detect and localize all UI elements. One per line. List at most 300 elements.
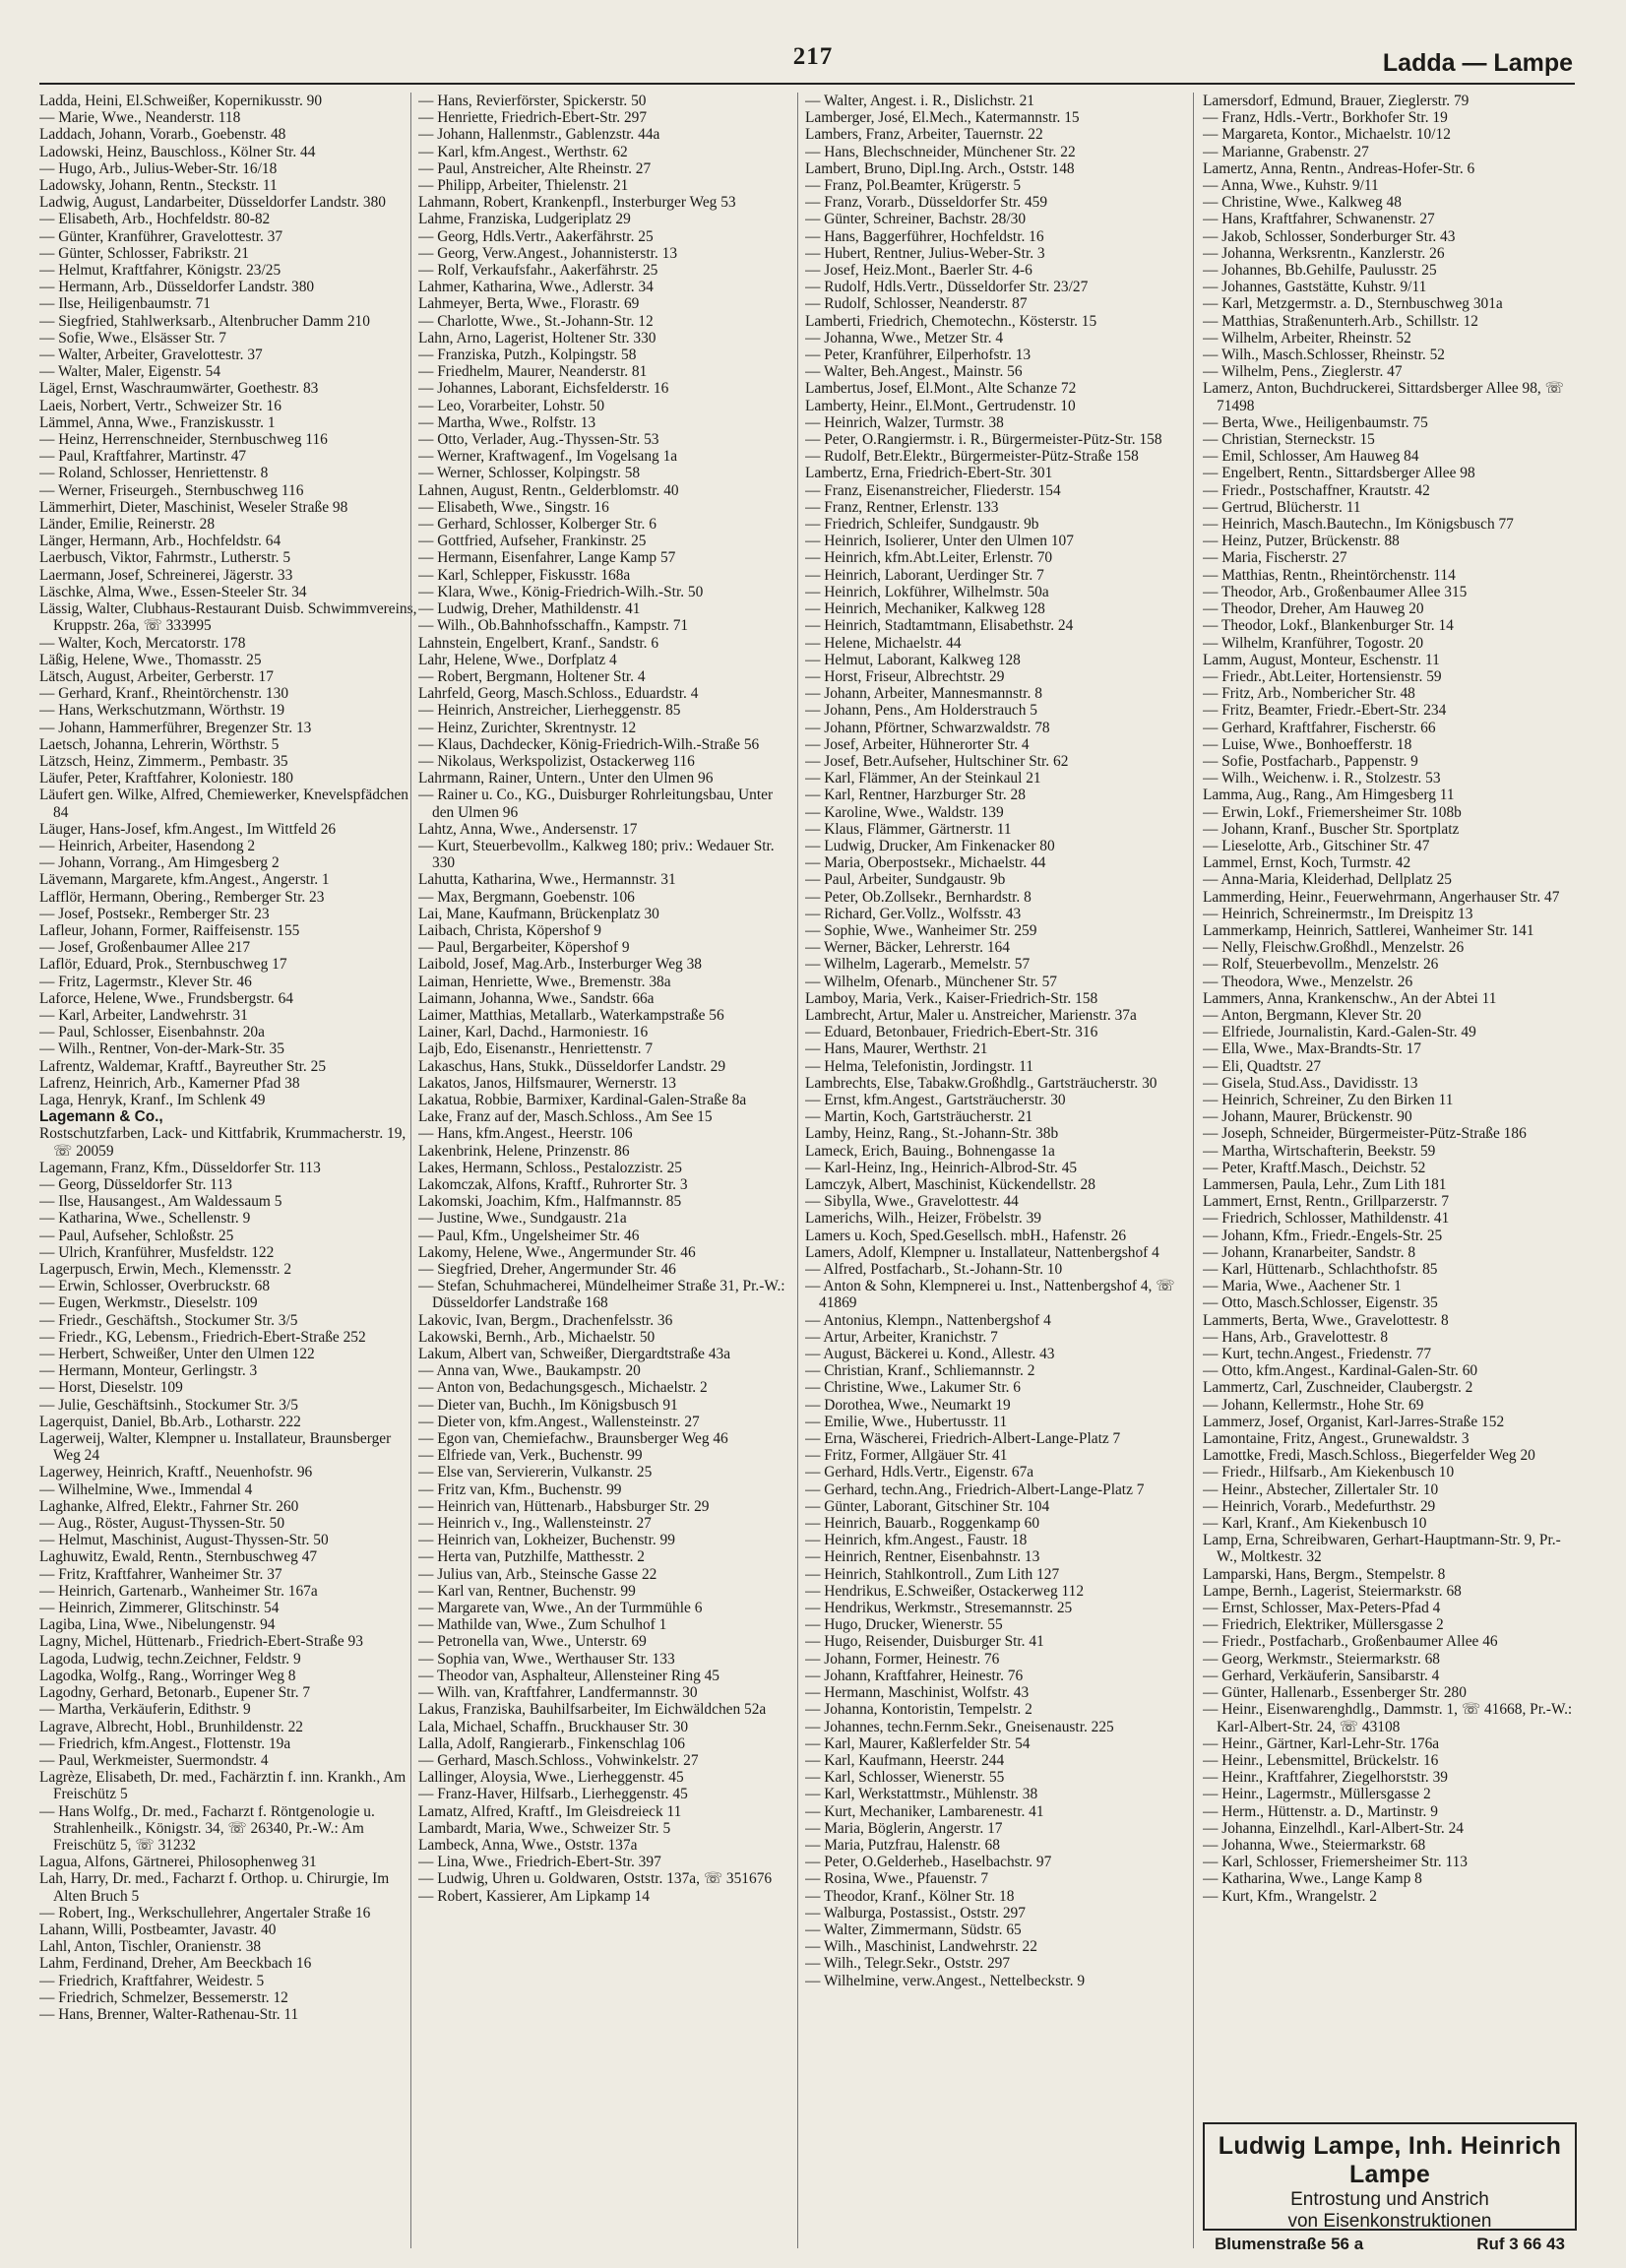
directory-entry: Rostschutzfarben, Lack- und Kittfabrik, Krummacherstr. 19, ☏ 20059	[39, 1125, 406, 1160]
directory-entry: — Margarete van, Wwe., An der Turmmühle 6	[418, 1600, 703, 1617]
directory-entry: — Johann, Former, Heinestr. 76	[805, 1650, 1000, 1668]
directory-entry: — Walter, Maler, Eigenstr. 54	[39, 363, 221, 381]
directory-entry: — Paul, Kfm., Ungelsheimer Str. 46	[418, 1227, 640, 1244]
directory-entry: Ladwig, August, Landarbeiter, Düsseldorfer Landstr. 380	[39, 194, 386, 212]
directory-entry: — Fritz, Arb., Nombericher Str. 48	[1203, 685, 1415, 703]
directory-entry: — Friedrich, Schmelzer, Bessemerstr. 12	[39, 1988, 288, 2006]
directory-entry: — Lina, Wwe., Friedrich-Ebert-Str. 397	[418, 1854, 661, 1871]
directory-entry: Lamparski, Hans, Bergm., Stempelstr. 8	[1203, 1565, 1446, 1583]
directory-entry: — Eduard, Betonbauer, Friedrich-Ebert-Str. 316	[805, 1024, 1098, 1041]
directory-entry: — Heinrich, Zimmerer, Glitschinstr. 54	[39, 1600, 280, 1617]
directory-entry: Ladowski, Heinz, Bauschloss., Kölner Str. 44	[39, 143, 316, 160]
directory-entry: — Gerhard, techn.Ang., Friedrich-Albert-Lange-Platz 7	[805, 1480, 1145, 1498]
directory-entry: — Heinr., Lebensmittel, Brückelstr. 16	[1203, 1751, 1439, 1769]
directory-entry: — Erwin, Schlosser, Overbruckstr. 68	[39, 1278, 271, 1295]
directory-entry: — Paul, Arbeiter, Sundgaustr. 9b	[805, 871, 1006, 889]
directory-entry: Lahr, Helene, Wwe., Dorfplatz 4	[418, 651, 617, 668]
directory-entry: Lahmeyer, Berta, Wwe., Florastr. 69	[418, 295, 640, 313]
directory-entry: Lamberti, Friedrich, Chemotechn., Kösterstr. 15	[805, 312, 1097, 330]
directory-entry: — Heinrich, Stahlkontroll., Zum Lith 127	[805, 1565, 1060, 1583]
directory-entry: — Franz, Eisenanstreicher, Fliederstr. 154	[805, 481, 1061, 499]
directory-entry: Laga, Henryk, Kranf., Im Schlenk 49	[39, 1091, 266, 1108]
directory-entry: Lafflör, Hermann, Obering., Remberger Str. 23	[39, 888, 325, 906]
directory-entry: Lagodny, Gerhard, Betonarb., Eupener Str. 7	[39, 1684, 311, 1702]
directory-entry: Lammerz, Josef, Organist, Karl-Jarres-Straße 152	[1203, 1413, 1505, 1430]
directory-entry: — Dieter van, Buchh., Im Königsbusch 91	[418, 1396, 678, 1414]
directory-entry: — Theodora, Wwe., Menzelstr. 26	[1203, 973, 1413, 990]
directory-entry: — Ludwig, Drucker, Am Finkenacker 80	[805, 837, 1055, 854]
directory-entry: — Stefan, Schuhmacherei, Mündelheimer Straße 31, Pr.-W.: Düsseldorfer Landstraße 168	[418, 1278, 785, 1312]
directory-entry: — Wilh., Maschinist, Landwehrstr. 22	[805, 1938, 1037, 1956]
directory-entry: — Elisabeth, Wwe., Singstr. 16	[418, 498, 609, 516]
directory-entry: — Karl, Schlepper, Fiskusstr. 168a	[418, 566, 631, 584]
directory-entry: — Friedrich, Elektriker, Müllersgasse 2	[1203, 1616, 1444, 1634]
directory-entry: Lalla, Adolf, Rangierarb., Finkenschlag 106	[418, 1734, 685, 1752]
directory-entry: Ladda, Heini, El.Schweißer, Kopernikusstr. 90	[39, 93, 323, 109]
directory-entry: Laimer, Matthias, Metallarb., Waterkampstraße 56	[418, 1006, 724, 1024]
directory-entry: Läufert gen. Wilke, Alfred, Chemiewerker, Knevelspfädchen 84	[39, 787, 408, 821]
directory-entry: Lahn, Arno, Lagerist, Holtener Str. 330	[418, 329, 657, 346]
directory-entry: — Emil, Schlosser, Am Hauweg 84	[1203, 448, 1419, 466]
directory-entry: Lampe, Bernh., Lagerist, Steiermarkstr. 68	[1203, 1582, 1462, 1600]
directory-entry: Laermann, Josef, Schreinerei, Jägerstr. 33	[39, 566, 293, 584]
directory-entry: — Theodor van, Asphalteur, Allensteiner Ring 45	[418, 1667, 720, 1684]
directory-entry: — Theodor, Dreher, Am Hauweg 20	[1203, 600, 1424, 618]
directory-entry: Lamersdorf, Edmund, Brauer, Zieglerstr. 79	[1203, 93, 1470, 109]
directory-entry: — Anna-Maria, Kleiderhad, Dellplatz 25	[1203, 871, 1453, 889]
directory-entry: Lambertz, Erna, Friedrich-Ebert-Str. 301	[805, 465, 1053, 482]
directory-entry: — Walburga, Postassist., Oststr. 297	[805, 1904, 1026, 1922]
directory-entry: — Ludwig, Dreher, Mathildenstr. 41	[418, 600, 641, 618]
directory-entry: Laiman, Henriette, Wwe., Bremenstr. 38a	[418, 973, 671, 990]
directory-entry: — Helma, Telefonistin, Jordingstr. 11	[805, 1057, 1033, 1075]
directory-entry: — Wilhelmine, verw.Angest., Nettelbeckstr. 9	[805, 1972, 1086, 1989]
directory-entry: — Klaus, Dachdecker, König-Friedrich-Wilh.-Straße 56	[418, 735, 760, 753]
directory-entry: — Theodor, Arb., Großenbaumer Allee 315	[1203, 583, 1468, 600]
directory-entry: — Hugo, Reisender, Duisburger Str. 41	[805, 1633, 1044, 1651]
directory-entry: — Katharina, Wwe., Schellenstr. 9	[39, 1210, 251, 1228]
directory-entry: — Georg, Verw.Angest., Johannisterstr. 13	[418, 244, 678, 262]
directory-entry: — Karl, Arbeiter, Landwehrstr. 31	[39, 1006, 248, 1024]
directory-entry: Lambeck, Anna, Wwe., Oststr. 137a	[418, 1836, 638, 1854]
directory-entry: — Heinrich, Rentner, Eisenbahnstr. 13	[805, 1548, 1040, 1566]
directory-entry: Lätsch, August, Arbeiter, Gerberstr. 17	[39, 667, 274, 685]
directory-entry: — Wilhelm, Lagerarb., Memelstr. 57	[805, 956, 1031, 974]
directory-entry: — Heinrich, Gartenarb., Wanheimer Str. 167a	[39, 1582, 318, 1600]
directory-entry: — Gottfried, Aufseher, Frankinstr. 25	[418, 533, 647, 550]
directory-entry: — Walter, Angest. i. R., Dislichstr. 21	[805, 93, 1034, 109]
directory-entry: — Maria, Böglerin, Angerstr. 17	[805, 1819, 1003, 1837]
directory-entry: — Heinz, Herrenschneider, Sternbuschweg 116	[39, 431, 328, 449]
directory-entry: — Matthias, Rentn., Rheintörchenstr. 114	[1203, 566, 1456, 584]
directory-column-1	[39, 93, 417, 2238]
directory-entry: — Heinrich, Anstreicher, Lierheggenstr. 85	[418, 702, 681, 720]
directory-entry: — Heinrich, Isolierer, Unter den Ulmen 107	[805, 533, 1074, 550]
directory-entry: — Gertrud, Blücherstr. 11	[1203, 498, 1361, 516]
directory-entry: Lahann, Willi, Postbeamter, Javastr. 40	[39, 1921, 277, 1938]
directory-entry: — Karl, Kaufmann, Heerstr. 244	[805, 1751, 1005, 1769]
directory-entry: — Siegfried, Dreher, Angermunder Str. 46	[418, 1261, 676, 1279]
directory-entry: — Hans, Maurer, Werthstr. 21	[805, 1040, 988, 1058]
directory-entry: — Max, Bergmann, Goebenstr. 106	[418, 888, 635, 906]
directory-entry: Lahl, Anton, Tischler, Oranienstr. 38	[39, 1938, 262, 1956]
directory-entry: Lamberger, José, El.Mech., Katermannstr. 15	[805, 109, 1080, 127]
directory-entry: — Paul, Aufseher, Schloßstr. 25	[39, 1227, 234, 1244]
directory-entry: — Hubert, Rentner, Julius-Weber-Str. 3	[805, 244, 1045, 262]
directory-entry: Lambers, Franz, Arbeiter, Tauernstr. 22	[805, 126, 1043, 144]
directory-entry: — Kurt, Mechaniker, Lambarenestr. 41	[805, 1802, 1044, 1820]
directory-entry: — Engelbert, Rentn., Sittardsberger Allee 98	[1203, 465, 1475, 482]
directory-entry: — Johanna, Einzelhdl., Karl-Albert-Str. 24	[1203, 1819, 1464, 1837]
directory-entry: — Gisela, Stud.Ass., Davidisstr. 13	[1203, 1074, 1418, 1092]
directory-entry: — Johann, Kraftfahrer, Heinestr. 76	[805, 1667, 1024, 1684]
directory-entry: — Antonius, Klempn., Nattenbergshof 4	[805, 1311, 1051, 1329]
directory-entry: — Hans, Baggerführer, Hochfeldstr. 16	[805, 227, 1044, 245]
directory-entry: — Johann, Maurer, Brückenstr. 90	[1203, 1108, 1412, 1126]
directory-entry: — Friedrich, Kraftfahrer, Weidestr. 5	[39, 1972, 265, 1989]
directory-entry: — Walter, Arbeiter, Gravelottestr. 37	[39, 346, 263, 364]
directory-entry: — Franz, Pol.Beamter, Krügerstr. 5	[805, 177, 1022, 195]
directory-entry: Lagerquist, Daniel, Bb.Arb., Lotharstr. 222	[39, 1413, 301, 1430]
directory-entry: — Johannes, Gaststätte, Kuhstr. 9/11	[1203, 279, 1427, 296]
directory-entry: — Karl, Schlosser, Friemersheimer Str. 113	[1203, 1854, 1468, 1871]
directory-entry: — Hans, Brenner, Walter-Rathenau-Str. 11	[39, 2005, 299, 2023]
directory-entry: — Günter, Schlosser, Fabrikstr. 21	[39, 244, 249, 262]
directory-entry: Laerbusch, Viktor, Fahrmstr., Lutherstr. 5	[39, 549, 291, 567]
directory-entry: — Elfriede, Journalistin, Kard.-Galen-Str. 49	[1203, 1024, 1476, 1041]
ad-title: Ludwig Lampe, Inh. Heinrich Lampe	[1218, 2132, 1562, 2188]
directory-entry: — Werner, Kraftwagenf., Im Vogelsang 1a	[418, 448, 678, 466]
directory-entry: — Johann, Hammerführer, Bregenzer Str. 13	[39, 719, 312, 736]
directory-entry: — Heinr., Eisenwarenghdlg., Dammstr. 1, ☏ 41668, Pr.-W.: Karl-Albert-Str. 24, ☏ 43108	[1203, 1701, 1573, 1735]
directory-entry: — Roland, Schlosser, Henriettenstr. 8	[39, 465, 269, 482]
directory-entry: — Julie, Geschäftsinh., Stockumer Str. 3/5	[39, 1396, 298, 1414]
directory-entry: Lakatua, Robbie, Barmixer, Kardinal-Galen-Straße 8a	[418, 1091, 747, 1108]
directory-entry: — Hans, Kraftfahrer, Schwanenstr. 27	[1203, 211, 1435, 228]
directory-entry: — Werner, Friseurgeh., Sternbuschweg 116	[39, 481, 304, 499]
directory-entry: — Helmut, Laborant, Kalkweg 128	[805, 651, 1021, 668]
directory-entry: Lagrèze, Elisabeth, Dr. med., Fachärztin f. inn. Krankh., Am Freischütz 5	[39, 1769, 406, 1803]
directory-entry: — Walter, Koch, Mercatorstr. 178	[39, 634, 246, 652]
directory-entry: — Hendrikus, Werkmstr., Stresemannstr. 25	[805, 1600, 1073, 1617]
directory-entry: — Gerhard, Kraftfahrer, Fischerstr. 66	[1203, 719, 1436, 736]
directory-entry: — Heinr., Lagermstr., Müllersgasse 2	[1203, 1786, 1431, 1803]
directory-entry: — Wilh., Masch.Schlosser, Rheinstr. 52	[1203, 346, 1446, 364]
directory-entry: — Karl, Hüttenarb., Schlachthofstr. 85	[1203, 1261, 1438, 1279]
directory-entry: — Günter, Kranführer, Gravelottestr. 37	[39, 227, 283, 245]
directory-entry: Lakes, Hermann, Schloss., Pestalozzistr. 25	[418, 1159, 683, 1176]
directory-entry: Lahutta, Katharina, Wwe., Hermannstr. 31	[418, 871, 676, 889]
directory-entry: Lammers, Anna, Krankenschw., An der Abtei 11	[1203, 989, 1497, 1007]
directory-entry: — Anna van, Wwe., Baukampstr. 20	[418, 1362, 641, 1380]
directory-entry: — Franz, Hdls.-Vertr., Borkhofer Str. 19	[1203, 109, 1448, 127]
directory-entry: — Ella, Wwe., Max-Brandts-Str. 17	[1203, 1040, 1421, 1058]
directory-entry: Laghuwitz, Ewald, Rentn., Sternbuschweg 47	[39, 1548, 318, 1566]
column-divider	[410, 93, 411, 2248]
directory-entry: Lakomski, Joachim, Kfm., Halfmannstr. 85	[418, 1193, 682, 1211]
directory-entry: — Hans, Blechschneider, Münchener Str. 22	[805, 143, 1076, 160]
directory-entry: — Johann, Pens., Am Holderstrauch 5	[805, 702, 1037, 720]
directory-entry: Lamottke, Fredi, Masch.Schloss., Biegerfelder Weg 20	[1203, 1447, 1535, 1465]
directory-entry: — Peter, Ob.Zollsekr., Bernhardstr. 8	[805, 888, 1032, 906]
directory-entry: — Petronella van, Wwe., Unterstr. 69	[418, 1633, 647, 1651]
directory-entry: Lammersen, Paula, Lehr., Zum Lith 181	[1203, 1176, 1447, 1193]
directory-entry: Lagerpusch, Erwin, Mech., Klemensstr. 2	[39, 1261, 292, 1279]
directory-entry: — Erna, Wäscherei, Friedrich-Albert-Lange-Platz 7	[805, 1430, 1121, 1448]
directory-entry: — Egon van, Chemiefachw., Braunsberger Weg 46	[418, 1430, 728, 1448]
directory-entry: Lahme, Franziska, Ludgeriplatz 29	[418, 211, 631, 228]
directory-entry: Lakenbrink, Helene, Prinzenstr. 86	[418, 1142, 630, 1160]
directory-entry: — Fritz, Lagermstr., Klever Str. 46	[39, 973, 252, 990]
directory-entry: — Friedrich, kfm.Angest., Flottenstr. 19a	[39, 1734, 291, 1752]
header-rule	[39, 83, 1575, 85]
directory-entry: Lämmel, Anna, Wwe., Franziskusstr. 1	[39, 413, 276, 431]
directory-entry: Lah, Harry, Dr. med., Facharzt f. Orthop. u. Chirurgie, Im Alten Bruch 5	[39, 1870, 390, 1905]
directory-entry: — Gerhard, Schlosser, Kolberger Str. 6	[418, 516, 657, 534]
directory-entry: — Peter, Kranführer, Eilperhofstr. 13	[805, 346, 1032, 364]
directory-entry: — Karl, Schlosser, Wienerstr. 55	[805, 1769, 1005, 1787]
directory-entry: — Eli, Quadtstr. 27	[1203, 1057, 1322, 1075]
ad-line: von Eisenkonstruktionen	[1287, 2211, 1492, 2232]
directory-entry: — Hermann, Monteur, Gerlingstr. 3	[39, 1362, 258, 1380]
directory-entry: — Johann, Kranf., Buscher Str. Sportplatz	[1203, 820, 1460, 838]
directory-entry: — Johann, Kellermstr., Hohe Str. 69	[1203, 1396, 1424, 1414]
directory-entry: Lagny, Michel, Hüttenarb., Friedrich-Ebert-Straße 93	[39, 1633, 363, 1651]
directory-entry: — Artur, Arbeiter, Kranichstr. 7	[805, 1328, 998, 1346]
directory-entry: — Anna, Wwe., Kuhstr. 9/11	[1203, 177, 1379, 195]
directory-entry: — Johann, Kfm., Friedr.-Engels-Str. 25	[1203, 1227, 1443, 1244]
directory-entry: Lallinger, Aloysia, Wwe., Lierheggenstr. 45	[418, 1769, 684, 1787]
directory-entry: — Robert, Kassierer, Am Lipkamp 14	[418, 1887, 650, 1905]
directory-entry: — Hans, Revierförster, Spickerstr. 50	[418, 93, 647, 109]
directory-entry: — Nelly, Fleischw.Großhdl., Menzelstr. 26	[1203, 939, 1465, 957]
directory-entry: Lafleur, Johann, Former, Raiffeisenstr. 155	[39, 921, 300, 939]
directory-entry: — Hermann, Maschinist, Wolfstr. 43	[805, 1684, 1030, 1702]
directory-entry: Lässig, Walter, Clubhaus-Restaurant Duisb. Schwimmvereins, Kruppstr. 26a, ☏ 333995	[39, 600, 417, 635]
directory-entry: — Klaus, Flämmer, Gärtnerstr. 11	[805, 820, 1012, 838]
directory-entry: — Friedhelm, Maurer, Neanderstr. 81	[418, 363, 648, 381]
directory-entry: — Robert, Ing., Werkschullehrer, Angertaler Straße 16	[39, 1904, 371, 1922]
directory-entry: — Kurt, Steuerbevollm., Kalkweg 180; priv.: Wedauer Str. 330	[418, 837, 775, 872]
directory-entry: — Franziska, Putzh., Kolpingstr. 58	[418, 346, 637, 364]
directory-entry: — Robert, Bergmann, Holtener Str. 4	[418, 667, 646, 685]
directory-entry: — August, Bäckerei u. Kond., Allestr. 43	[805, 1346, 1055, 1363]
directory-entry: — Rolf, Verkaufsfahr., Aakerfährstr. 25	[418, 262, 658, 280]
directory-entry: — Herta van, Putzhilfe, Matthesstr. 2	[418, 1548, 645, 1566]
directory-entry: — Gerhard, Hdls.Vertr., Eigenstr. 67a	[805, 1464, 1034, 1481]
directory-entry: Lammerding, Heinr., Feuerwehrmann, Angerhauser Str. 47	[1203, 888, 1560, 906]
directory-entry: Lajb, Edo, Eisenanstr., Henriettenstr. 7	[418, 1040, 654, 1058]
directory-entry: Lahmer, Katharina, Wwe., Adlerstr. 34	[418, 279, 654, 296]
directory-entry: — Wilh., Telegr.Sekr., Oststr. 297	[805, 1955, 1011, 1973]
directory-entry: Lakum, Albert van, Schweißer, Diergardtstraße 43a	[418, 1346, 731, 1363]
directory-entry: Laforce, Helene, Wwe., Frundsbergstr. 64	[39, 989, 294, 1007]
directory-entry: — Fritz, Former, Allgäuer Str. 41	[805, 1447, 1008, 1465]
directory-entry: — Friedr., Postschaffner, Krautstr. 42	[1203, 481, 1430, 499]
directory-entry: Lävemann, Margarete, kfm.Angest., Angerstr. 1	[39, 871, 330, 889]
directory-entry: — Wilhelmine, Wwe., Immendal 4	[39, 1480, 253, 1498]
directory-entry: — Franz, Vorarb., Düsseldorfer Str. 459	[805, 194, 1048, 212]
directory-entry: — Mathilde van, Wwe., Zum Schulhof 1	[418, 1616, 667, 1634]
directory-entry: Lahtz, Anna, Wwe., Andersenstr. 17	[418, 820, 638, 838]
directory-entry: — Marianne, Grabenstr. 27	[1203, 143, 1369, 160]
directory-entry: — Heinrich, Arbeiter, Hasendong 2	[39, 837, 256, 854]
directory-entry: — Heinrich, Mechaniker, Kalkweg 128	[805, 600, 1045, 618]
directory-entry: Lamerichs, Wilh., Heizer, Fröbelstr. 39	[805, 1210, 1041, 1228]
ad-address: Blumenstraße 56 a	[1215, 2235, 1364, 2253]
directory-entry: — Johann, Kranarbeiter, Sandstr. 8	[1203, 1243, 1416, 1261]
directory-entry: — Henriette, Friedrich-Ebert-Str. 297	[418, 109, 648, 127]
directory-entry: — Rudolf, Hdls.Vertr., Düsseldorfer Str. 23/27	[805, 279, 1089, 296]
directory-entry: — Richard, Ger.Vollz., Wolfsstr. 43	[805, 905, 1022, 922]
directory-entry: — Heinrich, Vorarb., Medefurthstr. 29	[1203, 1497, 1436, 1515]
directory-entry: — Heinrich, Masch.Bautechn., Im Königsbusch 77	[1203, 516, 1514, 534]
directory-entry: Laimann, Johanna, Wwe., Sandstr. 66a	[418, 989, 655, 1007]
directory-entry: — Julius van, Arb., Steinsche Gasse 22	[418, 1565, 657, 1583]
directory-entry: — Heinr., Abstecher, Zillertaler Str. 10	[1203, 1480, 1439, 1498]
directory-entry: Lamers, Adolf, Klempner u. Installateur, Nattenbergshof 4	[805, 1243, 1159, 1261]
directory-entry: — Charlotte, Wwe., St.-Johann-Str. 12	[418, 312, 654, 330]
directory-entry: — Lieselotte, Arb., Gitschiner Str. 47	[1203, 837, 1430, 854]
directory-entry: Lahrfeld, Georg, Masch.Schloss., Eduardstr. 4	[418, 685, 699, 703]
directory-entry: — Herbert, Schweißer, Unter den Ulmen 122	[39, 1346, 315, 1363]
directory-entry: — Helmut, Maschinist, August-Thyssen-Str. 50	[39, 1532, 329, 1549]
directory-entry: — Friedr., Hilfsarb., Am Kiekenbusch 10	[1203, 1464, 1455, 1481]
directory-entry: Lafrenz, Heinrich, Arb., Kamerner Pfad 38	[39, 1074, 300, 1092]
directory-entry: — Emilie, Wwe., Hubertusstr. 11	[805, 1413, 1008, 1430]
directory-entry: — Heinr., Gärtner, Karl-Lehr-Str. 176a	[1203, 1734, 1440, 1752]
directory-entry: — Christian, Sterneckstr. 15	[1203, 431, 1375, 449]
directory-entry: — Otto, Masch.Schlosser, Eigenstr. 35	[1203, 1294, 1438, 1312]
directory-entry: Lakomy, Helene, Wwe., Angermunder Str. 46	[418, 1243, 696, 1261]
directory-entry: Lagemann, Franz, Kfm., Düsseldorfer Str. 113	[39, 1159, 321, 1176]
directory-entry: Läuger, Hans-Josef, kfm.Angest., Im Wittfeld 26	[39, 820, 337, 838]
directory-entry: — Siegfried, Stahlwerksarb., Altenbrucher Damm 210	[39, 312, 370, 330]
directory-entry: — Anton & Sohn, Klempnerei u. Inst., Nattenbergshof 4, ☏ 41869	[805, 1278, 1175, 1312]
directory-entry: Lamberty, Heinr., El.Mont., Gertrudenstr. 10	[805, 397, 1076, 414]
directory-entry: — Ilse, Hausangest., Am Waldessaum 5	[39, 1193, 282, 1211]
directory-entry: — Rudolf, Schlosser, Neanderstr. 87	[805, 295, 1028, 313]
directory-entry: — Wilhelm, Kranführer, Togostr. 20	[1203, 634, 1424, 652]
running-head: Ladda — Lampe	[1382, 49, 1573, 77]
directory-entry: — Friedr., Abt.Leiter, Hortensienstr. 59	[1203, 667, 1442, 685]
directory-entry: — Anton von, Bedachungsgesch., Michaelstr. 2	[418, 1379, 708, 1397]
directory-entry: — Karl, kfm.Angest., Werthstr. 62	[418, 143, 628, 160]
directory-entry: Laflör, Eduard, Prok., Sternbuschweg 17	[39, 956, 287, 974]
directory-entry: — Fritz, Beamter, Friedr.-Ebert-Str. 234	[1203, 702, 1447, 720]
directory-entry: Lämmerhirt, Dieter, Maschinist, Weseler Straße 98	[39, 498, 348, 516]
directory-entry: Lake, Franz auf der, Masch.Schloss., Am See 15	[418, 1108, 713, 1126]
directory-entry: — Josef, Großenbaumer Allee 217	[39, 939, 251, 957]
directory-entry: — Günter, Laborant, Gitschiner Str. 104	[805, 1497, 1050, 1515]
directory-entry: Lahmann, Robert, Krankenpfl., Insterburger Weg 53	[418, 194, 736, 212]
column-divider	[797, 93, 798, 2248]
directory-entry: — Klara, Wwe., König-Friedrich-Wilh.-Str. 50	[418, 583, 704, 600]
directory-entry: — Georg, Werkmstr., Steiermarkstr. 68	[1203, 1650, 1440, 1668]
directory-entry: — Theodor, Lokf., Blankenburger Str. 14	[1203, 617, 1454, 635]
directory-entry: — Dieter von, kfm.Angest., Wallensteinstr. 27	[418, 1413, 700, 1430]
directory-entry: Laeis, Norbert, Vertr., Schweizer Str. 16	[39, 397, 281, 414]
directory-entry: — Fritz, Kraftfahrer, Wanheimer Str. 37	[39, 1565, 282, 1583]
directory-entry: — Johannes, Laborant, Eichsfelderstr. 16	[418, 380, 669, 398]
directory-entry: — Christine, Wwe., Lakumer Str. 6	[805, 1379, 1022, 1397]
directory-entry: — Helmut, Kraftfahrer, Königstr. 23/25	[39, 262, 281, 280]
directory-entry: — Ulrich, Kranführer, Musfeldstr. 122	[39, 1243, 275, 1261]
directory-entry: — Otto, Verlader, Aug.-Thyssen-Str. 53	[418, 431, 659, 449]
directory-entry: — Sibylla, Wwe., Gravelottestr. 44	[805, 1193, 1019, 1211]
directory-entry: Lahm, Ferdinand, Dreher, Am Beeckbach 16	[39, 1955, 312, 1973]
directory-entry: — Werner, Schlosser, Kolpingstr. 58	[418, 465, 641, 482]
directory-entry: — Heinrich, Laborant, Uerdinger Str. 7	[805, 566, 1044, 584]
directory-entry: Lätzsch, Heinz, Zimmerm., Pembastr. 35	[39, 752, 288, 770]
directory-entry: — Walter, Zimmermann, Südstr. 65	[805, 1921, 1022, 1938]
directory-entry: Läufer, Peter, Kraftfahrer, Koloniestr. 180	[39, 770, 293, 788]
directory-entry: Lameck, Erich, Bauing., Bohnengasse 1a	[805, 1142, 1055, 1160]
directory-entry: — Karl, Metzgermstr. a. D., Sternbuschweg 301a	[1203, 295, 1503, 313]
directory-entry: — Karl-Heinz, Ing., Heinrich-Albrod-Str. 45	[805, 1159, 1078, 1176]
directory-entry: — Sofie, Postfacharb., Pappenstr. 9	[1203, 752, 1418, 770]
directory-entry: Lagodka, Wolfg., Rang., Worringer Weg 8	[39, 1667, 296, 1684]
directory-entry: Lambertus, Josef, El.Mont., Alte Schanze 72	[805, 380, 1077, 398]
directory-entry: Lamatz, Alfred, Kraftf., Im Gleisdreieck 11	[418, 1802, 682, 1820]
directory-entry: — Heinrich, Schreinermstr., Im Dreispitz 13	[1203, 905, 1473, 922]
column-divider	[1193, 93, 1194, 2248]
directory-entry: — Katharina, Wwe., Lange Kamp 8	[1203, 1870, 1422, 1888]
directory-entry: — Maria, Oberpostsekr., Michaelstr. 44	[805, 854, 1046, 872]
directory-entry: Länder, Emilie, Reinerstr. 28	[39, 516, 216, 534]
directory-entry: — Otto, kfm.Angest., Kardinal-Galen-Str. 60	[1203, 1362, 1478, 1380]
directory-entry: — Hugo, Drucker, Wienerstr. 55	[805, 1616, 1003, 1634]
directory-entry: — Georg, Hdls.Vertr., Aakerfährstr. 25	[418, 227, 654, 245]
directory-entry: — Ilse, Heiligenbaumstr. 71	[39, 295, 211, 313]
directory-entry: — Ludwig, Uhren u. Goldwaren, Oststr. 137a, ☏ 351676	[418, 1870, 773, 1888]
directory-entry: — Johann, Arbeiter, Mannesmannstr. 8	[805, 685, 1042, 703]
directory-entry: Lala, Michael, Schaffn., Bruckhauser Str. 30	[418, 1718, 689, 1735]
directory-entry: — Karl van, Rentner, Buchenstr. 99	[418, 1582, 636, 1600]
directory-entry: — Heinrich, Walzer, Turmstr. 38	[805, 413, 1004, 431]
directory-entry: — Wilhelm, Arbeiter, Rheinstr. 52	[1203, 329, 1411, 346]
directory-entry: — Karl, Rentner, Harzburger Str. 28	[805, 787, 1026, 804]
directory-entry: — Heinrich, Lokführer, Wilhelmstr. 50a	[805, 583, 1049, 600]
directory-entry: — Christian, Kranf., Schliemannstr. 2	[805, 1362, 1035, 1380]
directory-entry: — Sophia van, Wwe., Werthauser Str. 133	[418, 1650, 675, 1668]
directory-entry: — Justine, Wwe., Sundgaustr. 21a	[418, 1210, 627, 1228]
directory-entry: — Gerhard, Kranf., Rheintörchenstr. 130	[39, 685, 289, 703]
directory-entry: — Walter, Beh.Angest., Mainstr. 56	[805, 363, 1023, 381]
directory-entry: Lagerweij, Walter, Klempner u. Installateur, Braunsberger Weg 24	[39, 1430, 392, 1465]
directory-entry: Lambrechts, Else, Tabakw.Großhdlg., Gartsträucherstr. 30	[805, 1074, 1157, 1092]
directory-entry: — Rolf, Steuerbevollm., Menzelstr. 26	[1203, 956, 1439, 974]
directory-entry: — Margareta, Kontor., Michaelstr. 10/12	[1203, 126, 1451, 144]
directory-entry: — Hans, kfm.Angest., Heerstr. 106	[418, 1125, 633, 1143]
directory-entry: — Josef, Postsekr., Remberger Str. 23	[39, 905, 270, 922]
directory-entry: — Friedrich, Schlosser, Mathildenstr. 41	[1203, 1210, 1450, 1228]
directory-entry: Lammel, Ernst, Koch, Turmstr. 42	[1203, 854, 1411, 872]
directory-entry: — Günter, Schreiner, Bachstr. 28/30	[805, 211, 1027, 228]
directory-entry: — Johann, Hallenmstr., Gablenzstr. 44a	[418, 126, 660, 144]
directory-entry: — Heinz, Zurichter, Skrentnystr. 12	[418, 719, 637, 736]
directory-entry: Lahnen, August, Rentn., Gelderblomstr. 40	[418, 481, 679, 499]
directory-entry: — Rainer u. Co., KG., Duisburger Rohrleitungsbau, Unter den Ulmen 96	[418, 787, 774, 821]
directory-entry: — Franz, Rentner, Erlenstr. 133	[805, 498, 999, 516]
directory-entry: Lamontaine, Fritz, Angest., Grunewaldstr. 3	[1203, 1430, 1470, 1448]
directory-entry: — Martha, Wwe., Rolfstr. 13	[418, 413, 596, 431]
directory-entry: Lamerz, Anton, Buchdruckerei, Sittardsberger Allee 98, ☏ 71498	[1203, 380, 1564, 414]
directory-entry: — Heinrich, Bauarb., Roggenkamp 60	[805, 1515, 1040, 1533]
directory-entry: Lafrentz, Waldemar, Kraftf., Bayreuther Str. 25	[39, 1057, 327, 1075]
directory-entry: — Sofie, Wwe., Elsässer Str. 7	[39, 329, 226, 346]
directory-entry: — Wilh., Rentner, Von-der-Mark-Str. 35	[39, 1040, 284, 1058]
